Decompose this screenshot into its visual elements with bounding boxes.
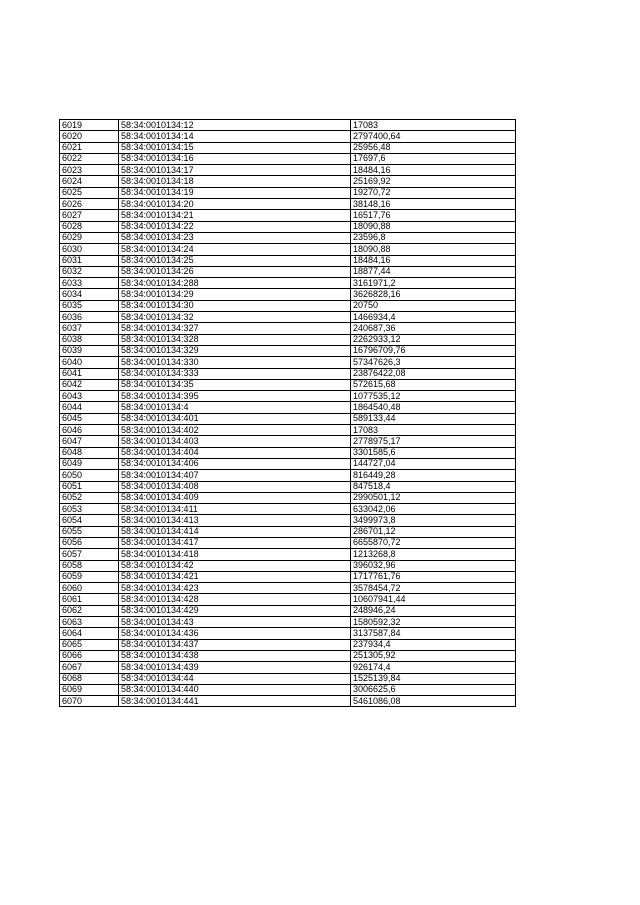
- cadastral-number-cell: 58:34:0010134:4: [119, 402, 351, 413]
- table-row: [60, 312, 516, 323]
- value-cell: 3161971,2: [351, 278, 516, 289]
- value-cell: 3626828,16: [351, 289, 516, 300]
- table-row: [60, 232, 516, 243]
- cadastral-number-cell: 58:34:0010134:411: [119, 504, 351, 515]
- table-row: [60, 628, 516, 639]
- value-cell: 286701,12: [351, 526, 516, 537]
- cadastral-number-cell: 58:34:0010134:401: [119, 413, 351, 424]
- table-row: [60, 436, 516, 447]
- row-number-cell: 6020: [60, 131, 119, 142]
- cadastral-number-cell: 58:34:0010134:327: [119, 323, 351, 334]
- value-cell: 572615,68: [351, 379, 516, 390]
- cadastral-number-cell: 58:34:0010134:423: [119, 583, 351, 594]
- value-cell: 25956,48: [351, 142, 516, 153]
- table-row: [60, 199, 516, 210]
- value-cell: 23876422,08: [351, 368, 516, 379]
- cadastral-number-cell: 58:34:0010134:414: [119, 526, 351, 537]
- table-row: [60, 583, 516, 594]
- row-number-cell: 6031: [60, 255, 119, 266]
- table-row: [60, 639, 516, 650]
- row-number-cell: 6022: [60, 153, 119, 164]
- cadastral-number-cell: 58:34:0010134:333: [119, 368, 351, 379]
- row-number-cell: 6029: [60, 232, 119, 243]
- cadastral-number-cell: 58:34:0010134:35: [119, 379, 351, 390]
- value-cell: 847518,4: [351, 481, 516, 492]
- table-row: [60, 549, 516, 560]
- row-number-cell: 6042: [60, 379, 119, 390]
- value-cell: 18090,88: [351, 244, 516, 255]
- cadastral-number-cell: 58:34:0010134:441: [119, 696, 351, 707]
- row-number-cell: 6057: [60, 549, 119, 560]
- row-number-cell: 6059: [60, 571, 119, 582]
- cadastral-number-cell: 58:34:0010134:25: [119, 255, 351, 266]
- cadastral-number-cell: 58:34:0010134:421: [119, 571, 351, 582]
- value-cell: 816449,28: [351, 470, 516, 481]
- row-number-cell: 6044: [60, 402, 119, 413]
- value-cell: 2990501,12: [351, 492, 516, 503]
- cadastral-number-cell: 58:34:0010134:413: [119, 515, 351, 526]
- value-cell: 144727,04: [351, 458, 516, 469]
- row-number-cell: 6063: [60, 617, 119, 628]
- row-number-cell: 6062: [60, 605, 119, 616]
- table-row: [60, 278, 516, 289]
- value-cell: 248946,24: [351, 605, 516, 616]
- table-row: [60, 537, 516, 548]
- row-number-cell: 6040: [60, 357, 119, 368]
- row-number-cell: 6032: [60, 266, 119, 277]
- value-cell: 3578454,72: [351, 583, 516, 594]
- row-number-cell: 6051: [60, 481, 119, 492]
- value-cell: 396032,96: [351, 560, 516, 571]
- cadastral-number-cell: 58:34:0010134:19: [119, 187, 351, 198]
- row-number-cell: 6055: [60, 526, 119, 537]
- row-number-cell: 6021: [60, 142, 119, 153]
- value-cell: 3137587,84: [351, 628, 516, 639]
- table-row: [60, 617, 516, 628]
- cadastral-number-cell: 58:34:0010134:328: [119, 334, 351, 345]
- cadastral-number-cell: 58:34:0010134:21: [119, 210, 351, 221]
- cadastral-number-cell: 58:34:0010134:16: [119, 153, 351, 164]
- cadastral-number-cell: 58:34:0010134:26: [119, 266, 351, 277]
- cadastral-number-cell: 58:34:0010134:12: [119, 120, 351, 131]
- row-number-cell: 6058: [60, 560, 119, 571]
- value-cell: 25169,92: [351, 176, 516, 187]
- table-row: [60, 560, 516, 571]
- value-cell: 1213268,8: [351, 549, 516, 560]
- value-cell: 17083: [351, 120, 516, 131]
- table-row: [60, 300, 516, 311]
- table-row: [60, 571, 516, 582]
- value-cell: 3499973,8: [351, 515, 516, 526]
- row-number-cell: 6036: [60, 312, 119, 323]
- table-row: [60, 131, 516, 142]
- table-row: [60, 255, 516, 266]
- table-row: [60, 176, 516, 187]
- value-cell: 38148,16: [351, 199, 516, 210]
- value-cell: 251305,92: [351, 650, 516, 661]
- value-cell: 1580592,32: [351, 617, 516, 628]
- table-row: [60, 345, 516, 356]
- cadastral-number-cell: 58:34:0010134:406: [119, 458, 351, 469]
- table-row: [60, 504, 516, 515]
- row-number-cell: 6047: [60, 436, 119, 447]
- cadastral-number-cell: 58:34:0010134:288: [119, 278, 351, 289]
- row-number-cell: 6038: [60, 334, 119, 345]
- table-row: [60, 662, 516, 673]
- row-number-cell: 6041: [60, 368, 119, 379]
- table-row: [60, 650, 516, 661]
- cadastral-number-cell: 58:34:0010134:437: [119, 639, 351, 650]
- value-cell: 589133,44: [351, 413, 516, 424]
- cadastral-number-cell: 58:34:0010134:15: [119, 142, 351, 153]
- table-row: [60, 673, 516, 684]
- value-cell: 19270,72: [351, 187, 516, 198]
- row-number-cell: 6027: [60, 210, 119, 221]
- cadastral-number-cell: 58:34:0010134:30: [119, 300, 351, 311]
- cadastral-number-cell: 58:34:0010134:402: [119, 425, 351, 436]
- table-row: [60, 481, 516, 492]
- cadastral-number-cell: 58:34:0010134:438: [119, 650, 351, 661]
- row-number-cell: 6019: [60, 120, 119, 131]
- row-number-cell: 6035: [60, 300, 119, 311]
- row-number-cell: 6061: [60, 594, 119, 605]
- cadastral-number-cell: 58:34:0010134:17: [119, 165, 351, 176]
- table-row: [60, 458, 516, 469]
- cadastral-number-cell: 58:34:0010134:22: [119, 221, 351, 232]
- cadastral-number-cell: 58:34:0010134:439: [119, 662, 351, 673]
- table-row: [60, 323, 516, 334]
- value-cell: 18484,16: [351, 255, 516, 266]
- value-cell: 18877,44: [351, 266, 516, 277]
- value-cell: 3006625,6: [351, 684, 516, 695]
- row-number-cell: 6045: [60, 413, 119, 424]
- value-cell: 3301585,6: [351, 447, 516, 458]
- cadastral-number-cell: 58:34:0010134:43: [119, 617, 351, 628]
- cadastral-number-cell: 58:34:0010134:24: [119, 244, 351, 255]
- value-cell: 17697,6: [351, 153, 516, 164]
- row-number-cell: 6024: [60, 176, 119, 187]
- cadastral-number-cell: 58:34:0010134:418: [119, 549, 351, 560]
- table-row: [60, 515, 516, 526]
- table-row: [60, 334, 516, 345]
- value-cell: 6655870,72: [351, 537, 516, 548]
- value-cell: 10607941,44: [351, 594, 516, 605]
- cadastral-number-cell: 58:34:0010134:409: [119, 492, 351, 503]
- table-row: [60, 266, 516, 277]
- row-number-cell: 6037: [60, 323, 119, 334]
- cadastral-number-cell: 58:34:0010134:23: [119, 232, 351, 243]
- row-number-cell: 6026: [60, 199, 119, 210]
- table-row: [60, 413, 516, 424]
- row-number-cell: 6065: [60, 639, 119, 650]
- cadastral-number-cell: 58:34:0010134:329: [119, 345, 351, 356]
- table-row: [60, 153, 516, 164]
- cadastral-number-cell: 58:34:0010134:404: [119, 447, 351, 458]
- cadastral-number-cell: 58:34:0010134:42: [119, 560, 351, 571]
- table-row: [60, 684, 516, 695]
- value-cell: 16796709,76: [351, 345, 516, 356]
- row-number-cell: 6066: [60, 650, 119, 661]
- value-cell: 23596,8: [351, 232, 516, 243]
- table-row: [60, 594, 516, 605]
- value-cell: 18484,16: [351, 165, 516, 176]
- cadastral-number-cell: 58:34:0010134:407: [119, 470, 351, 481]
- row-number-cell: 6050: [60, 470, 119, 481]
- row-number-cell: 6023: [60, 165, 119, 176]
- value-cell: 18090,88: [351, 221, 516, 232]
- table-row: [60, 447, 516, 458]
- row-number-cell: 6068: [60, 673, 119, 684]
- cadastral-number-cell: 58:34:0010134:440: [119, 684, 351, 695]
- value-cell: 240687,36: [351, 323, 516, 334]
- table-row: [60, 379, 516, 390]
- row-number-cell: 6034: [60, 289, 119, 300]
- table-row: [60, 120, 516, 131]
- cadastral-number-cell: 58:34:0010134:436: [119, 628, 351, 639]
- value-cell: 237934,4: [351, 639, 516, 650]
- row-number-cell: 6033: [60, 278, 119, 289]
- row-number-cell: 6030: [60, 244, 119, 255]
- cadastral-number-cell: 58:34:0010134:44: [119, 673, 351, 684]
- table-row: [60, 402, 516, 413]
- row-number-cell: 6048: [60, 447, 119, 458]
- table-row: [60, 526, 516, 537]
- value-cell: 2797400,64: [351, 131, 516, 142]
- cadastral-number-cell: 58:34:0010134:18: [119, 176, 351, 187]
- value-cell: 5461086,08: [351, 696, 516, 707]
- cadastral-number-cell: 58:34:0010134:417: [119, 537, 351, 548]
- table-row: [60, 492, 516, 503]
- cadastral-number-cell: 58:34:0010134:330: [119, 357, 351, 368]
- table-row: [60, 187, 516, 198]
- row-number-cell: 6052: [60, 492, 119, 503]
- row-number-cell: 6025: [60, 187, 119, 198]
- row-number-cell: 6043: [60, 391, 119, 402]
- value-cell: 17083: [351, 425, 516, 436]
- value-cell: 1077535,12: [351, 391, 516, 402]
- row-number-cell: 6049: [60, 458, 119, 469]
- row-number-cell: 6054: [60, 515, 119, 526]
- row-number-cell: 6069: [60, 684, 119, 695]
- table-row: [60, 142, 516, 153]
- cadastral-number-cell: 58:34:0010134:29: [119, 289, 351, 300]
- table-row: [60, 425, 516, 436]
- table-row: [60, 165, 516, 176]
- table-row: [60, 210, 516, 221]
- table-row: [60, 289, 516, 300]
- cadastral-number-cell: 58:34:0010134:403: [119, 436, 351, 447]
- cadastral-number-cell: 58:34:0010134:32: [119, 312, 351, 323]
- cadastral-number-cell: 58:34:0010134:429: [119, 605, 351, 616]
- cadastral-value-table: [59, 119, 516, 707]
- row-number-cell: 6067: [60, 662, 119, 673]
- row-number-cell: 6056: [60, 537, 119, 548]
- value-cell: 633042,06: [351, 504, 516, 515]
- row-number-cell: 6060: [60, 583, 119, 594]
- cadastral-number-cell: 58:34:0010134:395: [119, 391, 351, 402]
- table-row: [60, 357, 516, 368]
- table-row: [60, 221, 516, 232]
- row-number-cell: 6053: [60, 504, 119, 515]
- cadastral-number-cell: 58:34:0010134:14: [119, 131, 351, 142]
- value-cell: 1525139,84: [351, 673, 516, 684]
- row-number-cell: 6064: [60, 628, 119, 639]
- table-row: [60, 391, 516, 402]
- value-cell: 2778975,17: [351, 436, 516, 447]
- value-cell: 20750: [351, 300, 516, 311]
- value-cell: 57347626,3: [351, 357, 516, 368]
- row-number-cell: 6046: [60, 425, 119, 436]
- table-row: [60, 470, 516, 481]
- table-row: [60, 368, 516, 379]
- value-cell: 1466934,4: [351, 312, 516, 323]
- table-body: [60, 120, 516, 707]
- cadastral-number-cell: 58:34:0010134:428: [119, 594, 351, 605]
- table-row: [60, 696, 516, 707]
- row-number-cell: 6070: [60, 696, 119, 707]
- cadastral-number-cell: 58:34:0010134:408: [119, 481, 351, 492]
- value-cell: 1717761,76: [351, 571, 516, 582]
- value-cell: 926174,4: [351, 662, 516, 673]
- row-number-cell: 6039: [60, 345, 119, 356]
- table-row: [60, 244, 516, 255]
- table-row: [60, 605, 516, 616]
- value-cell: 1864540,48: [351, 402, 516, 413]
- cadastral-number-cell: 58:34:0010134:20: [119, 199, 351, 210]
- value-cell: 2262933,12: [351, 334, 516, 345]
- value-cell: 16517,76: [351, 210, 516, 221]
- row-number-cell: 6028: [60, 221, 119, 232]
